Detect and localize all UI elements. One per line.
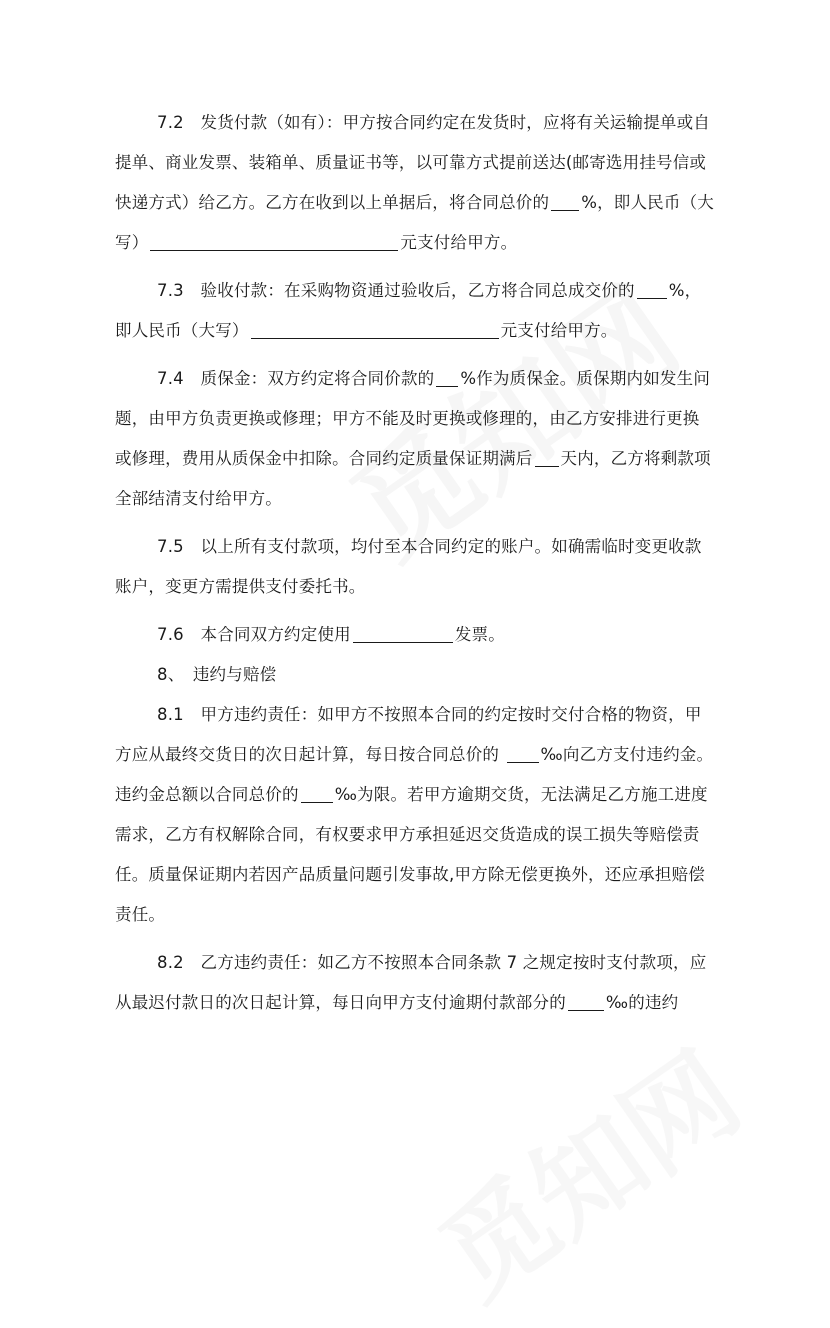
clause-7-4: 7.4 质保金：双方约定将合同价款的 %作为质保金。质保期内如发生问题，由甲方负责更换或修理；甲方不能及时更换或修理的，由乙方安排进行更换或修理，费用从质保金中扣除。合同约定质量保证期满后 天内，乙方将剩款项全部结清支付给甲方。 [115, 369, 711, 508]
section-8-heading: 8、 违约与赔偿 [157, 665, 277, 684]
clause-7-2: 7.2 发货付款（如有）：甲方按合同约定在发货时，应将有关运输提单或自提单、商业发票、装箱单、质量证书等，以可靠方式提前送达(邮寄选用挂号信或快递方式）给乙方。乙方在收到以上单据后，将合同总价的 %，即人民币（大写） 元支付给甲方。 [115, 113, 714, 252]
watermark [405, 1010, 766, 1328]
clause-8-2: 8.2 乙方违约责任：如乙方不按照本合同条款 7 之规定按时支付款项，应从最迟付款日的次日起计算，每日向甲方支付逾期付款部分的 ‰的违约 [115, 953, 707, 1012]
blank-field [150, 232, 398, 251]
blank-field [436, 368, 458, 387]
clause-7-6: 7.6 本合同双方约定使用 发票。 [157, 625, 505, 644]
contract-body [115, 103, 715, 1031]
blank-field [551, 192, 579, 211]
blank-field [568, 992, 604, 1011]
clause-7-3: 7.3 验收付款：在采购物资通过验收后，乙方将合同总成交价的 %，即人民币（大写） 元支付给甲方。 [115, 281, 702, 340]
blank-field [507, 744, 539, 763]
blank-field [251, 320, 499, 339]
blank-field [353, 624, 453, 643]
clause-8-1: 8.1 甲方违约责任：如甲方不按照本合同的约定按时交付合格的物资，甲方应从最终交货日的次日起计算，每日按合同总价的 ‰向乙方支付违约金。违约金总额以合同总价的 ‰为限。若甲方逾期交货，无法满足乙方施工进度需求，乙方有权解除合同，有权要求甲方承担延迟交货造成的误工损失等赔偿责任。质量保证期内若因产品质量问题引发事故,甲方除无偿更换外，还应承担赔偿责任。 [115, 705, 714, 924]
blank-field [637, 280, 667, 299]
blank-field [301, 784, 333, 803]
blank-field [535, 448, 559, 467]
clause-7-5: 7.5 以上所有支付款项，均付至本合同约定的账户。如确需临时变更收款账户，变更方需提供支付委托书。 [115, 537, 702, 596]
